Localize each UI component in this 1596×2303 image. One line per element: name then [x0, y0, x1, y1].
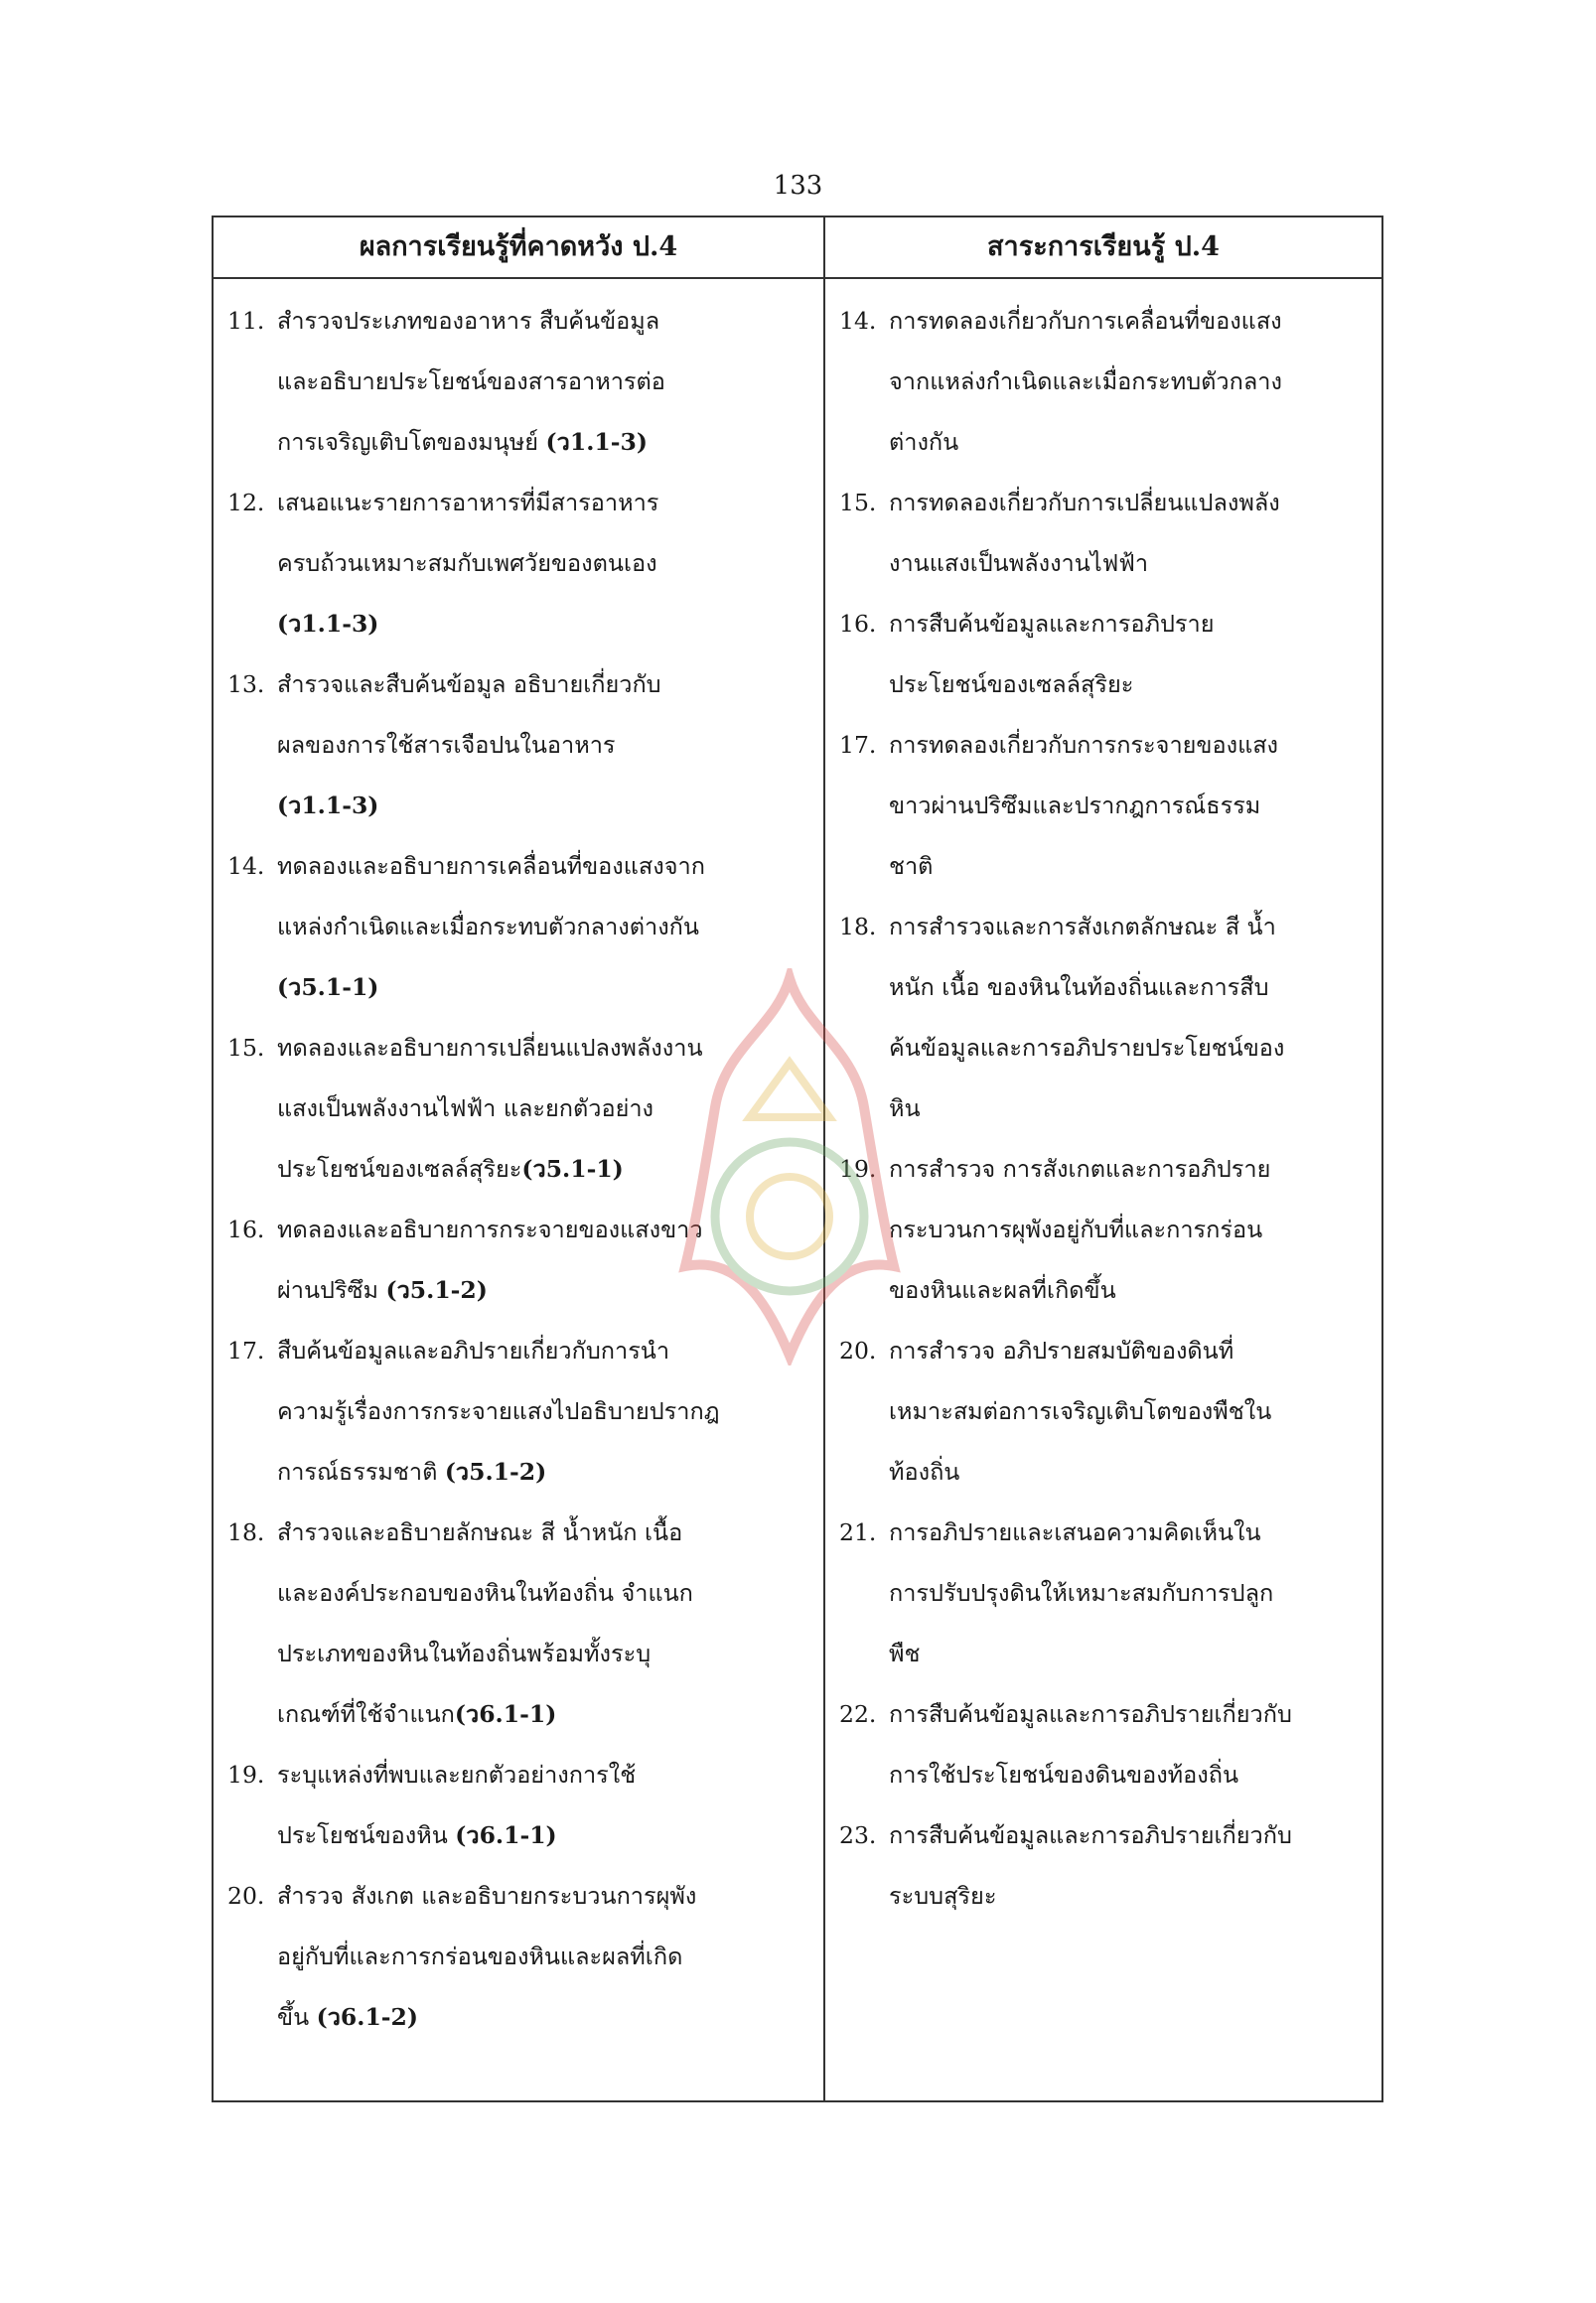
content-item-line: จากแหล่งกำเนิดและเมื่อกระทบตัวกลาง: [889, 367, 1282, 395]
outcome-item-line: ผ่านปริซึม (ว5.1-2): [277, 1276, 488, 1304]
content-item-number: 22.: [839, 1700, 877, 1728]
outcome-item-line: สืบค้นข้อมูลและอภิปรายเกี่ยวกับการนำ: [277, 1337, 670, 1365]
content-item: [839, 1503, 1376, 1684]
outcome-item-line: สำรวจและสืบค้นข้อมูล อธิบายเกี่ยวกับ: [277, 670, 661, 698]
content-item-line: การปรับปรุงดินให้เหมาะสมกับการปลูก: [889, 1579, 1274, 1607]
content-item-line: หิน: [889, 1094, 921, 1122]
content-item-line: ค้นข้อมูลและการอภิปรายประโยชน์ของ: [889, 1034, 1285, 1062]
content-item-line: การอภิปรายและเสนอความคิดเห็นใน: [889, 1518, 1261, 1546]
emblem-core-circle: [750, 1177, 829, 1256]
content-item-line: การสำรวจ อภิปรายสมบัติของดินที่: [889, 1337, 1234, 1365]
outcome-item-line: (ว1.1-3): [277, 792, 379, 819]
outcome-item-line: ประโยชน์ของเซลล์สุริยะ(ว5.1-1): [277, 1155, 624, 1183]
outcome-item-line: ผลของการใช้สารเจือปนในอาหาร: [277, 731, 616, 759]
content-item-number: 14.: [839, 307, 877, 335]
content-item-number: 20.: [839, 1337, 877, 1365]
emblem-flame-shape: [685, 978, 894, 1356]
outcome-item-number: 19.: [227, 1761, 265, 1789]
content-item: [839, 594, 1376, 715]
outcome-item: [227, 291, 819, 473]
content-item-line: ระบบสุริยะ: [889, 1882, 997, 1910]
content-item-line: การสืบค้นข้อมูลและการอภิปรายเกี่ยวกับ: [889, 1700, 1292, 1728]
outcome-item-line: ทดลองและอธิบายการเปลี่ยนแปลงพลังงาน: [277, 1034, 703, 1062]
content-item-line: การทดลองเกี่ยวกับการเคลื่อนที่ของแสง: [889, 307, 1282, 335]
content-item-line: พืช: [889, 1640, 921, 1667]
outcome-item-line: แหล่งกำเนิดและเมื่อกระทบตัวกลางต่างกัน: [277, 913, 699, 940]
outcome-item: [227, 1745, 819, 1866]
emblem-watermark: [655, 968, 924, 1366]
outcome-item-line: ขึ้น (ว6.1-2): [277, 2003, 419, 2031]
content-item-line: งานแสงเป็นพลังงานไฟฟ้า: [889, 549, 1149, 577]
outcome-item-line: สำรวจและอธิบายลักษณะ สี น้ำหนัก เนื้อ: [277, 1518, 683, 1546]
outcome-item-number: 16.: [227, 1216, 265, 1243]
outcome-item: [227, 473, 819, 654]
header-expected-outcomes: ผลการเรียนรู้ที่คาดหวัง ป.4: [359, 231, 678, 262]
content-item-line: การใช้ประโยชน์ของดินของท้องถิ่น: [889, 1761, 1239, 1789]
outcome-item-line: (ว5.1-1): [277, 973, 379, 1001]
outcome-item-line: ความรู้เรื่องการกระจายแสงไปอธิบายปรากฎ: [277, 1397, 720, 1425]
outcome-item-line: ระบุแหล่งที่พบและยกตัวอย่างการใช้: [277, 1761, 637, 1789]
outcome-item-line: การณ์ธรรมชาติ (ว5.1-2): [277, 1458, 547, 1486]
content-item-number: 21.: [839, 1518, 877, 1546]
outcome-item-line: และอธิบายประโยชน์ของสารอาหารต่อ: [277, 367, 665, 395]
header-learning-content: สาระการเรียนรู้ ป.4: [987, 231, 1220, 262]
content-item-number: 17.: [839, 731, 877, 759]
content-item-line: การทดลองเกี่ยวกับการเปลี่ยนแปลงพลัง: [889, 489, 1280, 516]
outcome-item-line: (ว1.1-3): [277, 610, 379, 638]
outcome-item-number: 13.: [227, 670, 265, 698]
content-item-line: ชาติ: [889, 852, 934, 880]
content-item-line: กระบวนการผุพังอยู่กับที่และการกร่อน: [889, 1216, 1263, 1243]
content-item-line: การสืบค้นข้อมูลและการอภิปรายเกี่ยวกับ: [889, 1821, 1292, 1849]
outcome-item-line: แสงเป็นพลังงานไฟฟ้า และยกตัวอย่าง: [277, 1094, 654, 1122]
outcome-item-line: เสนอแนะรายการอาหารที่มีสารอาหาร: [277, 489, 659, 516]
content-item: [839, 715, 1376, 897]
content-item-line: เหมาะสมต่อการเจริญเติบโตของพืชใน: [889, 1397, 1272, 1425]
outcome-item-number: 12.: [227, 489, 265, 516]
content-item-line: ต่างกัน: [889, 428, 959, 456]
content-item: [839, 1805, 1376, 1927]
content-item-number: 16.: [839, 610, 877, 638]
content-item-number: 19.: [839, 1155, 877, 1183]
content-item-number: 18.: [839, 913, 877, 940]
outcome-item-line: ประเภทของหินในท้องถิ่นพร้อมทั้งระบุ: [277, 1640, 652, 1667]
content-item: [839, 1684, 1376, 1805]
outcome-item-number: 17.: [227, 1337, 265, 1365]
outcome-item-number: 18.: [227, 1518, 265, 1546]
outcome-item-line: ครบถ้วนเหมาะสมกับเพศวัยของตนเอง: [277, 549, 657, 577]
table-header-row: [214, 217, 1381, 279]
outcome-item-line: และองค์ประกอบของหินในท้องถิ่น จำแนก: [277, 1579, 693, 1607]
content-item-line: การสืบค้นข้อมูลและการอภิปราย: [889, 610, 1215, 638]
outcome-item: [227, 1503, 819, 1745]
outcome-item-line: ประโยชน์ของหิน (ว6.1-1): [277, 1821, 557, 1849]
content-item-number: 23.: [839, 1821, 877, 1849]
outcome-item-number: 20.: [227, 1882, 265, 1910]
content-item-line: ของหินและผลที่เกิดขึ้น: [889, 1276, 1116, 1304]
emblem-inner-circle: [715, 1142, 864, 1291]
outcome-item-line: การเจริญเติบโตของมนุษย์ (ว1.1-3): [277, 428, 648, 456]
content-item-line: การสำรวจ การสังเกตและการอภิปราย: [889, 1155, 1271, 1183]
outcome-item-number: 11.: [227, 307, 265, 335]
outcome-item-number: 14.: [227, 852, 265, 880]
content-item-line: การสำรวจและการสังเกตลักษณะ สี น้ำ: [889, 913, 1276, 940]
content-item-number: 15.: [839, 489, 877, 516]
outcome-item: [227, 654, 819, 836]
page-number: 133: [773, 171, 823, 201]
outcome-item-line: ทดลองและอธิบายการกระจายของแสงขาว: [277, 1216, 703, 1243]
outcome-item: [227, 1866, 819, 2048]
content-item-line: ขาวผ่านปริซึมและปรากฎการณ์ธรรม: [889, 792, 1261, 819]
outcome-item-line: เกณฑ์ที่ใช้จำแนก(ว6.1-1): [277, 1700, 557, 1728]
content-item-line: ท้องถิ่น: [889, 1458, 960, 1486]
content-item-line: หนัก เนื้อ ของหินในท้องถิ่นและการสืบ: [889, 973, 1269, 1001]
outcome-item-line: สำรวจ สังเกต และอธิบายกระบวนการผุพัง: [277, 1882, 697, 1910]
outcome-item-line: ทดลองและอธิบายการเคลื่อนที่ของแสงจาก: [277, 852, 705, 880]
content-item-line: การทดลองเกี่ยวกับการกระจายของแสง: [889, 731, 1279, 759]
emblem-crown-shape: [750, 1063, 829, 1117]
outcome-item-line: อยู่กับที่และการกร่อนของหินและผลที่เกิด: [277, 1943, 683, 1970]
outcome-item-number: 15.: [227, 1034, 265, 1062]
outcome-item-line: สำรวจประเภทของอาหาร สืบค้นข้อมูล: [277, 307, 660, 335]
content-item: [839, 473, 1376, 594]
content-item-line: ประโยชน์ของเซลล์สุริยะ: [889, 670, 1134, 698]
content-item: [839, 291, 1376, 473]
